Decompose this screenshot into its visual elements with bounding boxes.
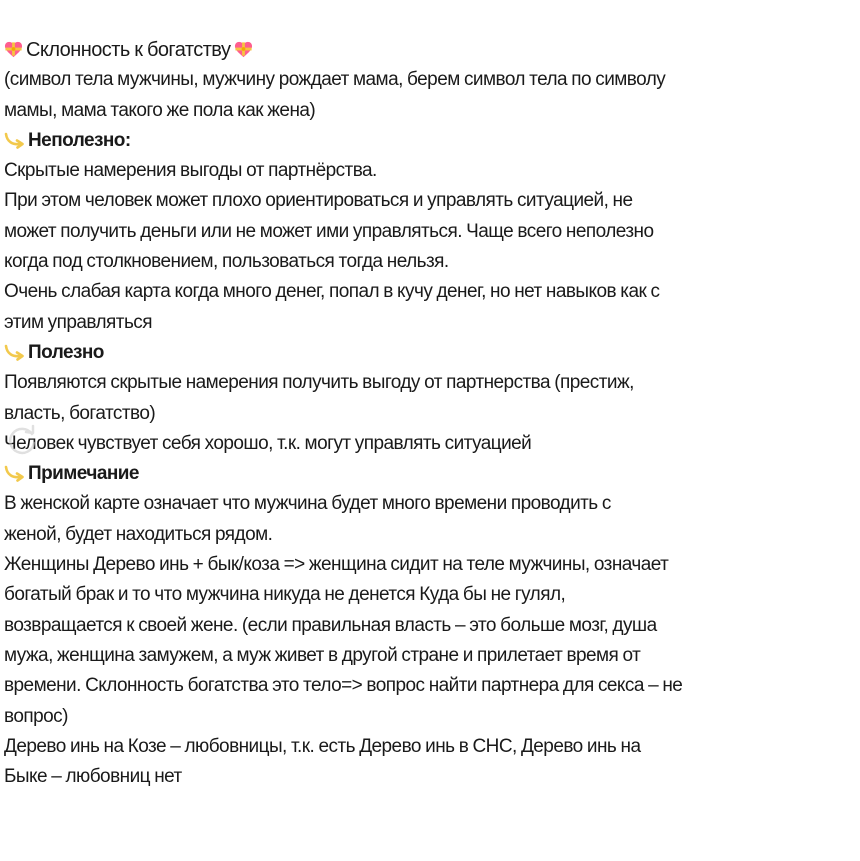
text-line: (символ тела мужчины, мужчину рождает мама, берем символ тела по символу (4, 69, 666, 91)
document-title-line (4, 35, 856, 65)
text-line: возвращается к своей жене. (если правильная власть – это больше мозг, душа (4, 614, 657, 636)
text-line: Человек чувствует себя хорошо, т.к. могут управлять ситуацией (4, 432, 532, 454)
text-line: Женщины Дерево инь + бык/коза => женщина сидит на теле мужчины, означает (4, 554, 669, 576)
text-line: Дерево инь на Козе – любовницы, т.к. есть Дерево инь в СНС, Дерево инь на (4, 735, 641, 757)
text-line: Очень слабая карта когда много денег, попал в кучу денег, но нет навыков как с (4, 281, 660, 303)
right-arrow-curving-icon (4, 464, 26, 482)
refresh-icon[interactable] (2, 421, 42, 461)
text-line: этим управляться (4, 311, 152, 333)
text-line: мамы, мама такого же пола как жена) (4, 99, 316, 121)
text-line: когда под столкновением, пользоваться тогда нельзя. (4, 251, 449, 273)
text-line: В женской карте означает что мужчина будет много времени проводить с (4, 493, 611, 515)
text-line: может получить деньги или не может ими управляться. Чаще всего неполезно (4, 220, 654, 242)
text-line: власть, богатство) (4, 402, 156, 424)
text-line: вопрос) (4, 705, 68, 727)
heart-with-ribbon-icon (4, 40, 23, 59)
section-heading-label: Полезно (28, 341, 104, 363)
text-line: богатый брак и то что мужчина никуда не денется Куда бы не гулял, (4, 584, 566, 606)
section-heading-label: Неполезно: (28, 129, 131, 151)
section-heading-label: Примечание (28, 463, 139, 485)
section-heading-favorable (4, 338, 856, 368)
right-arrow-curving-icon (4, 131, 26, 149)
section-heading-unfavorable (4, 126, 856, 156)
section-heading-note (4, 459, 856, 489)
heart-with-ribbon-icon (234, 40, 253, 59)
right-arrow-curving-icon (4, 343, 26, 361)
text-line: При этом человек может плохо ориентироваться и управлять ситуацией, не (4, 190, 633, 212)
text-line: мужа, женщина замужем, а муж живет в другой стране и прилетает время от (4, 644, 641, 666)
text-line: Скрытые намерения выгоды от партнёрства. (4, 160, 377, 182)
document-title: Склонность к богатству (26, 39, 231, 61)
text-line: времени. Склонность богатства это тело=> вопрос найти партнера для секса – не (4, 675, 683, 697)
text-line: Появляются скрытые намерения получить выгоду от партнерства (престиж, (4, 372, 634, 394)
text-line: женой, будет находиться рядом. (4, 523, 273, 545)
document-text (4, 35, 856, 792)
text-line: Быке – любовниц нет (4, 766, 182, 788)
